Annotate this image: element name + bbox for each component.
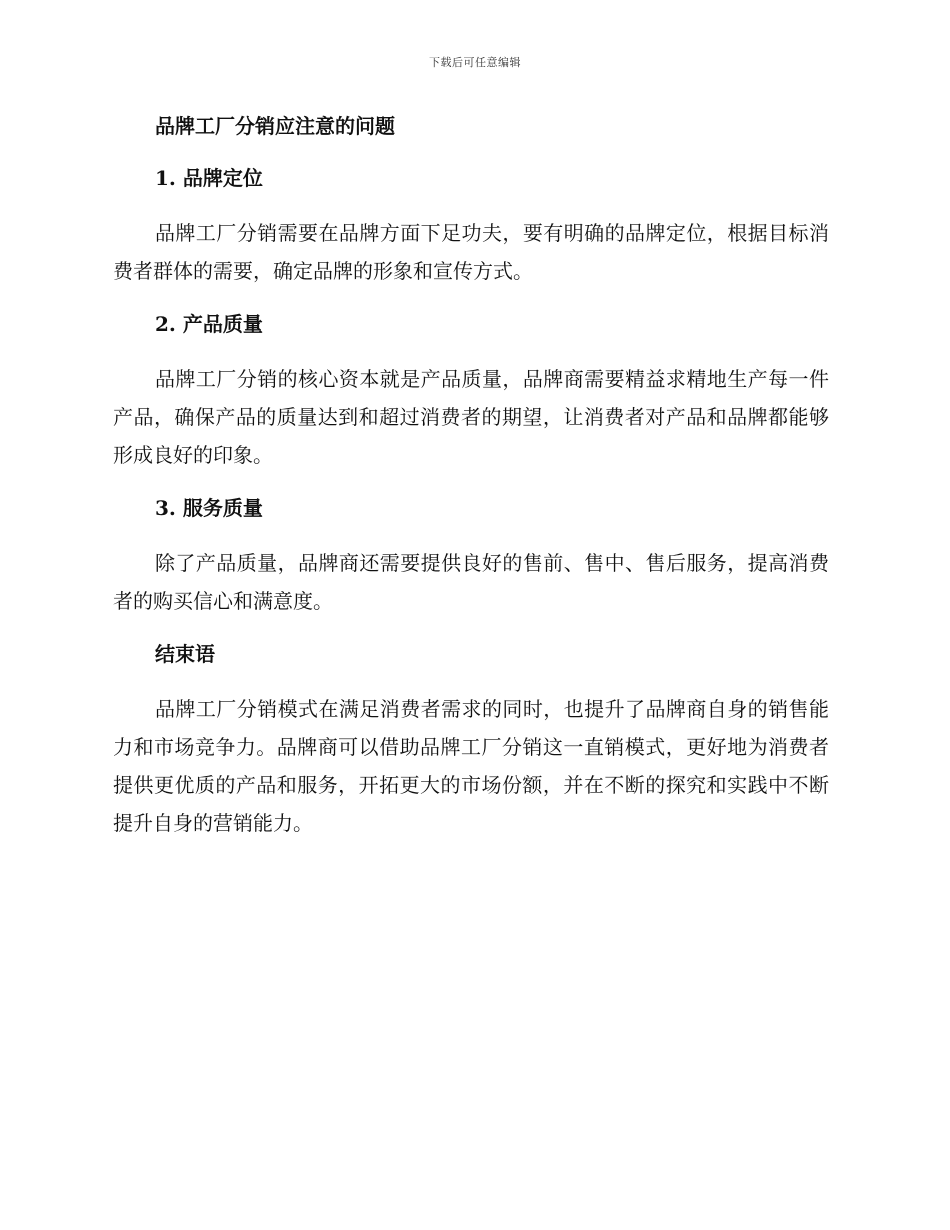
- section-paragraph-conclusion: 品牌工厂分销模式在满足消费者需求的同时，也提升了品牌商自身的销售能力和市场竞争力。品牌商可以借助品牌工厂分销这一直销模式，更好地为消费者提供更优质的产品和服务，开拓更大的市场份额，并在不断的探究和实践中不断提升自身的营销能力。: [113, 697, 829, 835]
- section-heading-brand-positioning: 1. 品牌定位: [155, 166, 263, 190]
- section-heading-product-quality: 2. 产品质量: [155, 312, 263, 336]
- section-heading-service-quality: 3. 服务质量: [155, 496, 263, 520]
- document-body: [113, 108, 829, 842]
- header-note: 下载后可任意编辑: [429, 56, 521, 69]
- section-paragraph-brand-positioning: 品牌工厂分销需要在品牌方面下足功夫，要有明确的品牌定位，根据目标消费者群体的需要，确定品牌的形象和宣传方式。: [113, 221, 829, 283]
- document-title: 品牌工厂分销应注意的问题: [155, 114, 395, 138]
- section-heading-conclusion: 结束语: [155, 642, 215, 666]
- section-paragraph-product-quality: 品牌工厂分销的核心资本就是产品质量，品牌商需要精益求精地生产每一件产品，确保产品的质量达到和超过消费者的期望，让消费者对产品和品牌都能够形成良好的印象。: [113, 367, 829, 467]
- section-paragraph-service-quality: 除了产品质量，品牌商还需要提供良好的售前、售中、售后服务，提高消费者的购买信心和满意度。: [113, 551, 829, 613]
